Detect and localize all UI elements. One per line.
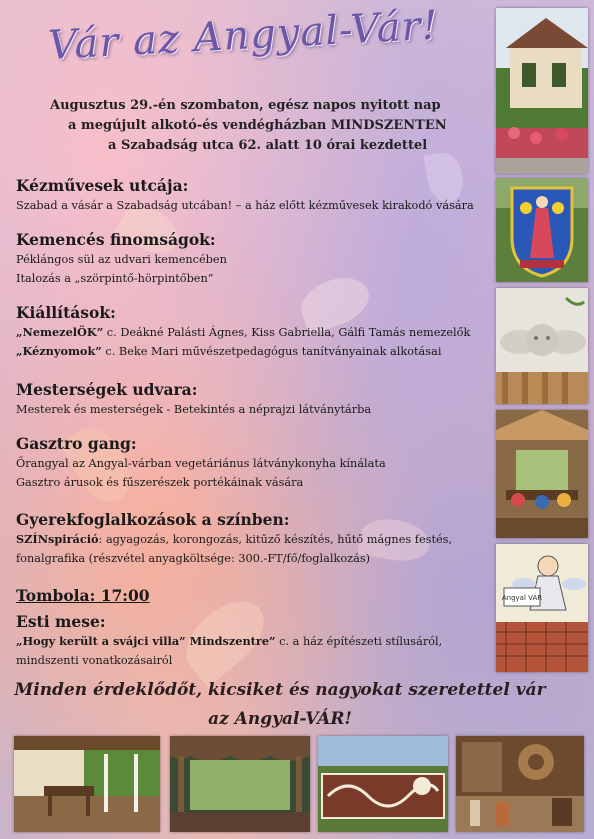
story-detail: c. a ház építészeti stílusáról,	[275, 635, 443, 648]
section-text	[16, 530, 496, 549]
story-title: „Hogy került a svájci villa” Mindszentre”	[16, 634, 276, 648]
section-text: fonalgrafika (részvétel anyagköltsége: 300.-FT/fő/foglalkozás)	[16, 552, 371, 565]
section-heading: Tombola: 17:00	[16, 586, 150, 605]
section-text	[16, 342, 496, 361]
program-detail: : agyagozás, korongozás, kitűző készítés, hűtő mágnes festés,	[98, 533, 453, 546]
section-gasztro	[16, 434, 496, 492]
poster-title: Vár az Angyal-Vár!	[47, 2, 440, 69]
section-text: Italozás a „szörpintő-hörpintőben”	[16, 272, 214, 285]
closing-line: Minden érdeklődőt, kicsiket és nagyokat szeretettel vár	[14, 680, 546, 700]
veranda-photo	[14, 736, 160, 832]
section-heading: Kézművesek utcája:	[16, 176, 189, 195]
coat-of-arms-image	[496, 178, 588, 282]
carved-fence-photo	[318, 736, 448, 832]
program-name: SZÍNspiráció	[16, 532, 99, 546]
section-kemences	[16, 230, 496, 288]
section-heading: Kiállítások:	[16, 303, 116, 322]
section-gyerek	[16, 510, 496, 568]
section-heading: Esti mese:	[16, 612, 106, 631]
section-text	[16, 632, 496, 651]
exhibition-detail: c. Deákné Palásti Ágnes, Kiss Gabriella, Gálfi Tamás nemezelők	[103, 326, 471, 339]
section-heading: Mesterségek udvara:	[16, 380, 198, 399]
house-photo	[496, 8, 588, 174]
section-kezmuvesek	[16, 176, 496, 215]
section-text: Mesterek és mesterségek - Betekintés a néprajzi látványtárba	[16, 403, 372, 416]
section-mestersegek	[16, 380, 496, 419]
section-heading: Gasztro gang:	[16, 434, 137, 453]
intro-line: a Szabadság utca 62. alatt 10 órai kezdettel	[108, 138, 428, 153]
exhibition-detail: c. Beke Mari művészetpedagógus tanítványainak alkotásai	[101, 345, 442, 358]
closing-line: az Angyal-VÁR!	[208, 709, 352, 729]
section-text: Péklángos sül az udvari kemencében	[16, 253, 227, 266]
section-text: Szabad a vásár a Szabadság utcában! – a ház előtt kézművesek kirakodó vására	[16, 199, 474, 212]
intro-line: Augusztus 29.-én szombaton, egész napos nyitott nap	[50, 98, 441, 113]
ethnographic-collection-photo	[456, 736, 584, 832]
intro-block	[20, 96, 490, 156]
exhibition-title: „NemezelÖK”	[16, 325, 104, 339]
workshop-photo	[496, 410, 588, 538]
exhibition-title: „Kéznyomok”	[16, 344, 102, 358]
section-text: mindszenti vonatkozásairól	[16, 654, 173, 667]
porch-photo	[170, 736, 310, 832]
section-kiallitasok	[16, 303, 496, 361]
closing-message	[0, 676, 560, 734]
section-heading: Gyerekfoglalkozások a színben:	[16, 510, 290, 529]
angel-sculpture-photo	[496, 288, 588, 404]
child-drawing-image	[496, 544, 588, 672]
section-text: Őrangyal az Angyal-várban vegetáriánus látványkonyha kínálata	[16, 457, 386, 470]
intro-line: a megújult alkotó-és vendégházban MINDSZENTEN	[68, 118, 447, 133]
section-esti	[16, 612, 496, 670]
section-text	[16, 323, 496, 342]
drawing-sign-text: Angyal VÁR	[501, 594, 543, 602]
section-heading: Kemencés finomságok:	[16, 230, 216, 249]
section-text: Gasztro árusok és fűszerészek portékáinak vására	[16, 476, 304, 489]
section-tombola	[16, 586, 496, 606]
